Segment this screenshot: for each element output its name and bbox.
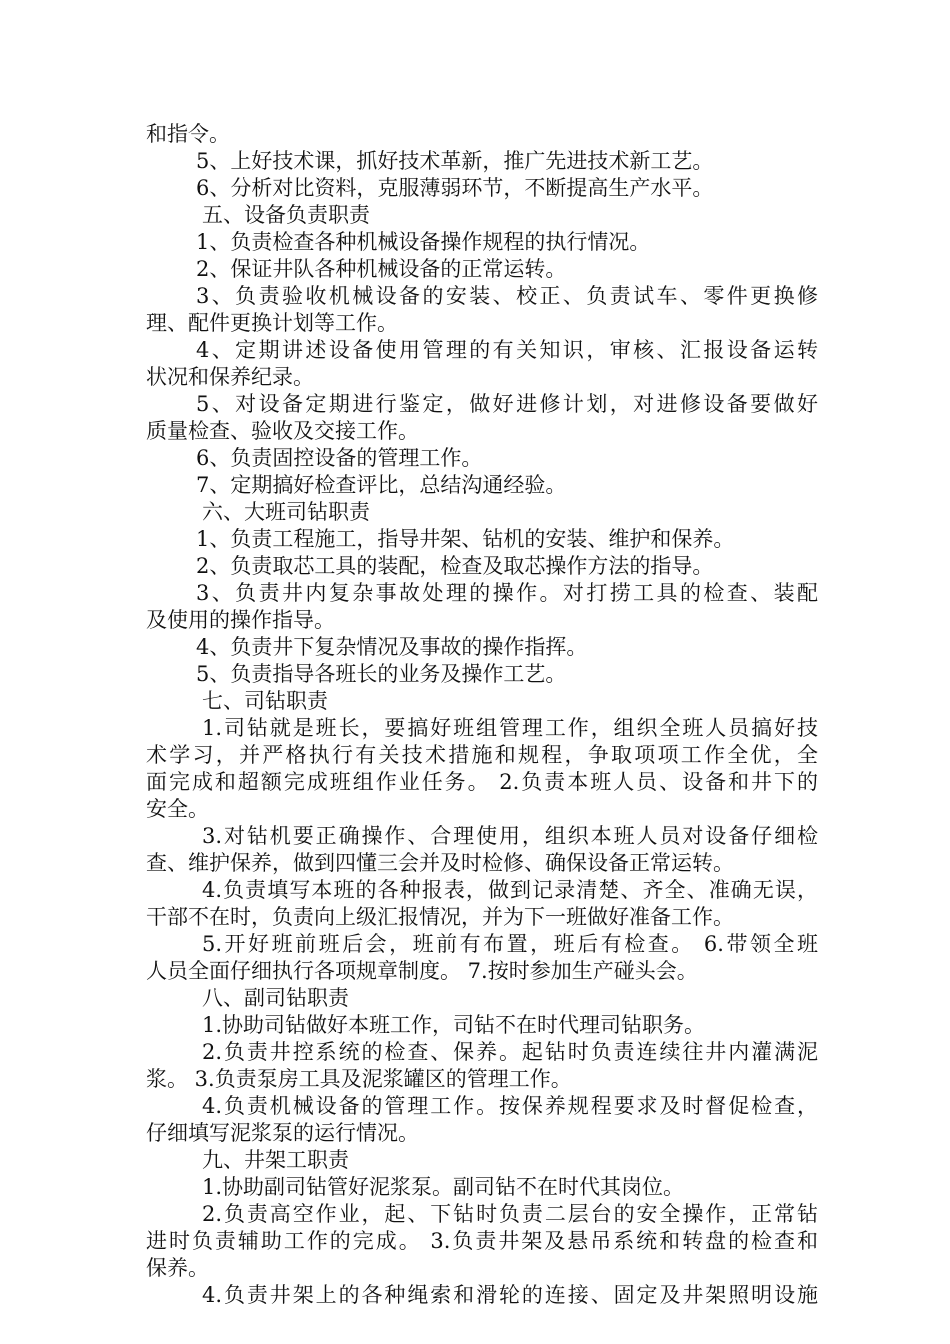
section-heading: 八、副司钻职责 (202, 986, 349, 1010)
text-line: 5、上好技术课，抓好技术革新，推广先进技术新工艺。 (196, 149, 714, 173)
text-line: 3、负责验收机械设备的安装、校正、负责试车、零件更换修 (196, 284, 818, 308)
text-line: 2.负责高空作业，起、下钻时负责二层台的安全操作，正常钻 (202, 1202, 818, 1226)
text-line: 5、负责指导各班长的业务及操作工艺。 (196, 662, 567, 686)
text-line: 面完成和超额完成班组作业任务。 2.负责本班人员、设备和井下的 (146, 770, 818, 794)
text-line: 6、负责固控设备的管理工作。 (196, 446, 483, 470)
text-line: 5、对设备定期进行鉴定，做好进修计划，对进修设备要做好 (196, 392, 818, 416)
text-line: 和指令。 (146, 122, 230, 146)
text-line: 术学习，并严格执行有关技术措施和规程，争取项项工作全优，全 (146, 743, 818, 767)
section-heading: 七、司钻职责 (202, 689, 328, 713)
text-line: 理、配件更换计划等工作。 (146, 311, 398, 335)
text-line: 1.司钻就是班长，要搞好班组管理工作，组织全班人员搞好技 (202, 716, 818, 740)
text-line: 进时负责辅助工作的完成。 3.负责井架及悬吊系统和转盘的检查和 (146, 1229, 818, 1253)
text-line: 4.负责井架上的各种绳索和滑轮的连接、固定及井架照明设施 (202, 1283, 818, 1307)
text-line: 查、维护保养，做到四懂三会并及时检修、确保设备正常运转。 (146, 851, 734, 875)
text-line: 4.负责机械设备的管理工作。按保养规程要求及时督促检查， (202, 1094, 818, 1118)
text-line: 浆。 3.负责泵房工具及泥浆罐区的管理工作。 (146, 1067, 572, 1091)
text-line: 状况和保养纪录。 (146, 365, 314, 389)
section-heading: 五、设备负责职责 (202, 203, 370, 227)
text-line: 保养。 (146, 1256, 209, 1280)
text-line: 2、保证井队各种机械设备的正常运转。 (196, 257, 567, 281)
text-line: 1.协助司钻做好本班工作，司钻不在时代理司钻职务。 (202, 1013, 706, 1037)
section-heading: 九、井架工职责 (202, 1148, 349, 1172)
text-line: 干部不在时，负责向上级汇报情况，并为下一班做好准备工作。 (146, 905, 734, 929)
text-line: 2.负责井控系统的检查、保养。起钻时负责连续往井内灌满泥 (202, 1040, 818, 1064)
text-line: 质量检查、验收及交接工作。 (146, 419, 419, 443)
section-heading: 六、大班司钻职责 (202, 500, 370, 524)
text-line: 3、负责井内复杂事故处理的操作。对打捞工具的检查、装配 (196, 581, 818, 605)
text-line: 2、负责取芯工具的装配，检查及取芯操作方法的指导。 (196, 554, 714, 578)
text-line: 3.对钻机要正确操作、合理使用，组织本班人员对设备仔细检 (202, 824, 818, 848)
text-line: 及使用的操作指导。 (146, 608, 335, 632)
text-line: 安全。 (146, 797, 209, 821)
text-line: 4、负责井下复杂情况及事故的操作指挥。 (196, 635, 588, 659)
text-line: 1、负责工程施工，指导井架、钻机的安装、维护和保养。 (196, 527, 735, 551)
text-line: 1、负责检查各种机械设备操作规程的执行情况。 (196, 230, 651, 254)
text-line: 6、分析对比资料，克服薄弱环节，不断提高生产水平。 (196, 176, 714, 200)
text-line: 仔细填写泥浆泵的运行情况。 (146, 1121, 419, 1145)
text-line: 人员全面仔细执行各项规章制度。 7.按时参加生产碰头会。 (146, 959, 698, 983)
text-line: 4、定期讲述设备使用管理的有关知识，审核、汇报设备运转 (196, 338, 818, 362)
document-body (146, 121, 818, 1309)
text-line: 4.负责填写本班的各种报表，做到记录清楚、齐全、准确无误， (202, 878, 818, 902)
text-line: 1.协助副司钻管好泥浆泵。副司钻不在时代其岗位。 (202, 1175, 685, 1199)
text-line: 5.开好班前班后会，班前有布置，班后有检查。 6.带领全班 (202, 932, 818, 956)
text-line: 7、定期搞好检查评比，总结沟通经验。 (196, 473, 567, 497)
